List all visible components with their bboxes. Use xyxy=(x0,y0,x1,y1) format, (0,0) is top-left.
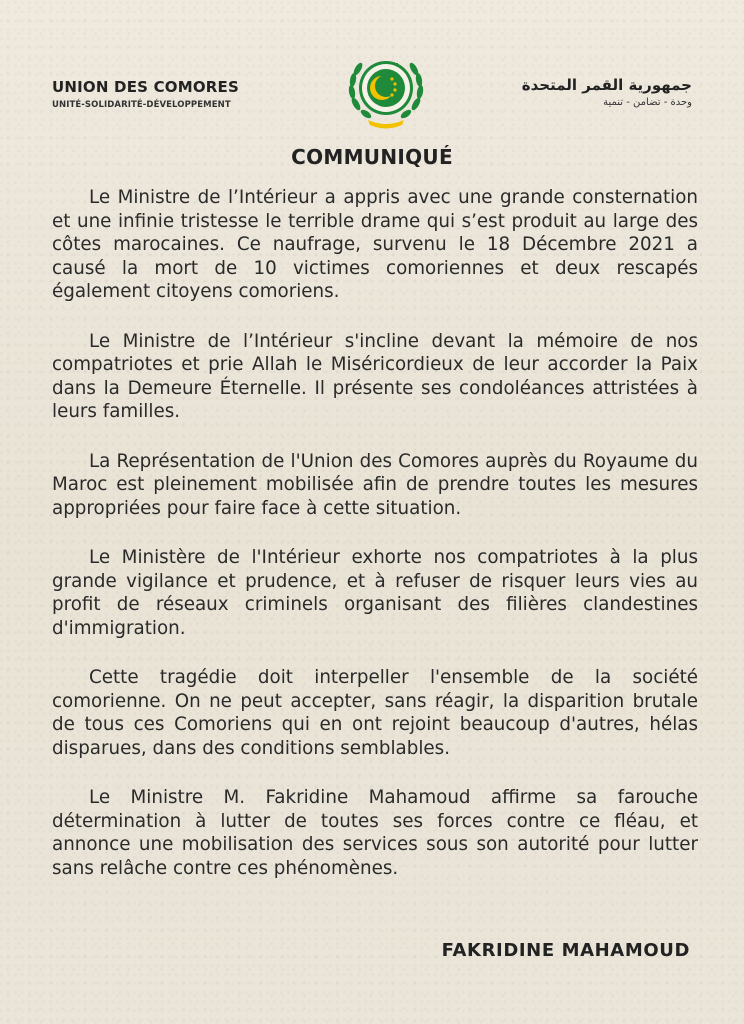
comoros-coat-of-arms-icon xyxy=(340,42,432,134)
emblem-svg xyxy=(340,42,432,134)
letterhead xyxy=(0,42,744,142)
paragraph-4: Le Ministère de l'Intérieur exhorte nos compatriotes à la plus grande vigilance et prudence, et à refuser de risquer leurs vies au profit de réseaux criminels organisant des filières clandestines d'immigration. xyxy=(52,547,698,639)
national-motto-ar: وحدة - تضامن - تنمية xyxy=(603,97,692,108)
paragraph-5: Cette tragédie doit interpeller l'ensemble de la société comorienne. On ne peut accepter, sans réagir, la disparition brutale de tous ces Comoriens qui en ont rejoint beaucoup d'autres, hélas disparues, dans des conditions semblables. xyxy=(52,667,698,759)
national-motto-fr: UNITÉ-SOLIDARITÉ-DÉVELOPPEMENT xyxy=(52,100,231,110)
paragraph-2: Le Ministre de l’Intérieur s'incline devant la mémoire de nos compatriotes et prie Allah le Miséricordieux de leur accorder la Paix dans la Demeure Éternelle. Il présente ses condoléances attristées à leurs familles. xyxy=(52,330,698,422)
country-name-ar: جمهورية القمر المتحدة xyxy=(521,76,692,94)
document-title: COMMUNIQUÉ xyxy=(291,145,453,169)
signature-name: FAKRIDINE MAHAMOUD xyxy=(441,940,690,961)
letterhead-french xyxy=(52,78,282,110)
paragraph-6: Le Ministre M. Fakridine Mahamoud affirme sa farouche détermination à lutter de toutes ses forces contre ce fléau, et annonce une mobilisation des services sous son autorité pour lutter sans relâche contre ces phénomènes. xyxy=(52,787,698,879)
paragraph-1: Le Ministre de l’Intérieur a appris avec une grande consternation et une infinie tristesse le terrible drame qui s’est produit au large des côtes marocaines. Ce naufrage, survenu le 18 Décembre 2021 a causé la mort de 10 victimes comoriennes et deux rescapés également citoyens comoriens. xyxy=(52,187,698,302)
country-name-fr: UNION DES COMORES xyxy=(52,78,240,96)
paragraph-3: La Représentation de l'Union des Comores auprès du Royaume du Maroc est pleinement mobilisée afin de prendre toutes les mesures appropriées pour faire face à cette situation. xyxy=(52,450,698,519)
document-body xyxy=(52,186,698,906)
letterhead-arabic xyxy=(492,76,692,108)
